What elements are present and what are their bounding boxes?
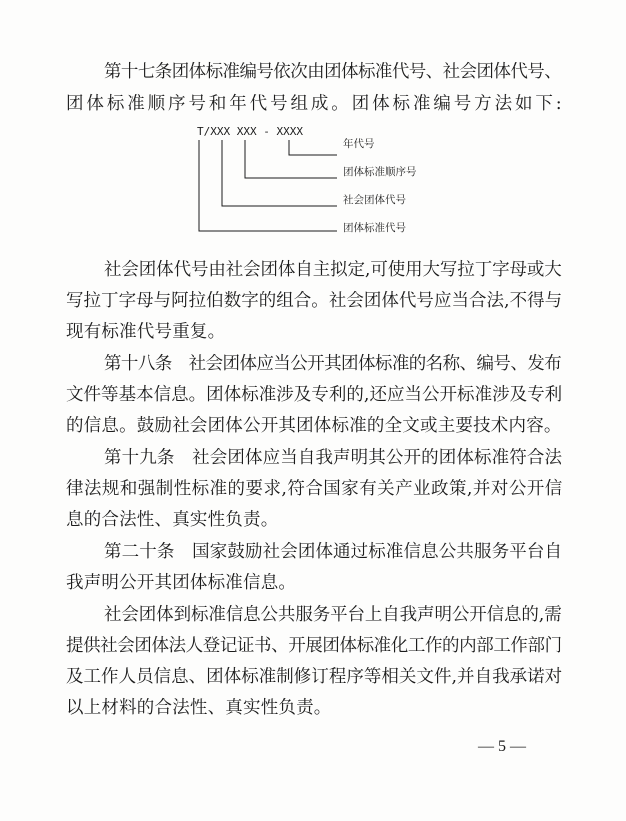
connector-year <box>289 140 337 155</box>
connector-std-code <box>199 140 337 231</box>
diagram-label-year: 年代号 <box>343 138 375 150</box>
article20-line2: 我声明公开其团体标准信息。 <box>66 573 297 593</box>
article18-line2: 文件等基本信息。团体标准涉及专利的,还应当公开标准涉及专利 <box>66 385 563 405</box>
article18-line1: 第十八条 社会团体应当公开其团体标准的名称、编号、发布 <box>104 354 562 374</box>
diagram-code: T/XXX XXX - XXXX <box>197 125 303 138</box>
declaration-line4: 以上材料的合法性、真实性负责。 <box>66 698 332 718</box>
connector-org-code <box>222 140 337 206</box>
article17-line2: 团体标准顺序号和年代号组成。团体标准编号方法如下: <box>66 94 565 114</box>
article19-line2: 律法规和强制性标准的要求,符合国家有关产业政策,并对公开信 <box>66 479 563 499</box>
diagram-label-org-code: 社会团体代号 <box>343 194 406 206</box>
article20-line1: 第二十条 国家鼓励社会团体通过标准信息公共服务平台自 <box>104 542 563 562</box>
declaration-line2: 提供社会团体法人登记证书、开展团体标准化工作的内部工作部门 <box>66 636 562 656</box>
diagram-label-sequence: 团体标准顺序号 <box>343 166 417 178</box>
article19-line3: 息的合法性、真实性负责。 <box>66 510 279 530</box>
org-code-line1: 社会团体代号由社会团体自主拟定,可使用大写拉丁字母或大 <box>104 260 562 280</box>
diagram-label-std-code: 团体标准代号 <box>343 222 406 234</box>
page-number: — 5 — <box>478 738 526 755</box>
connector-sequence <box>245 140 337 178</box>
article17-line1: 第十七条团体标准编号依次由团体标准代号、社会团体代号、 <box>104 62 562 82</box>
article19-line1: 第十九条 社会团体应当自我声明其公开的团体标准符合法 <box>104 448 563 468</box>
org-code-line2: 写拉丁字母与阿拉伯数字的组合。社会团体代号应当合法,不得与 <box>66 291 563 311</box>
declaration-line1: 社会团体到标准信息公共服务平台上自我声明公开信息的,需 <box>104 605 562 625</box>
org-code-line3: 现有标准代号重复。 <box>66 322 226 342</box>
article18-line3: 的信息。鼓励社会团体公开其团体标准的全文或主要技术内容。 <box>66 416 562 436</box>
diagram-connectors <box>199 140 337 231</box>
declaration-line3: 及工作人员信息、团体标准制修订程序等相关文件,并自我承诺对 <box>66 667 563 687</box>
numbering-diagram <box>185 124 445 244</box>
